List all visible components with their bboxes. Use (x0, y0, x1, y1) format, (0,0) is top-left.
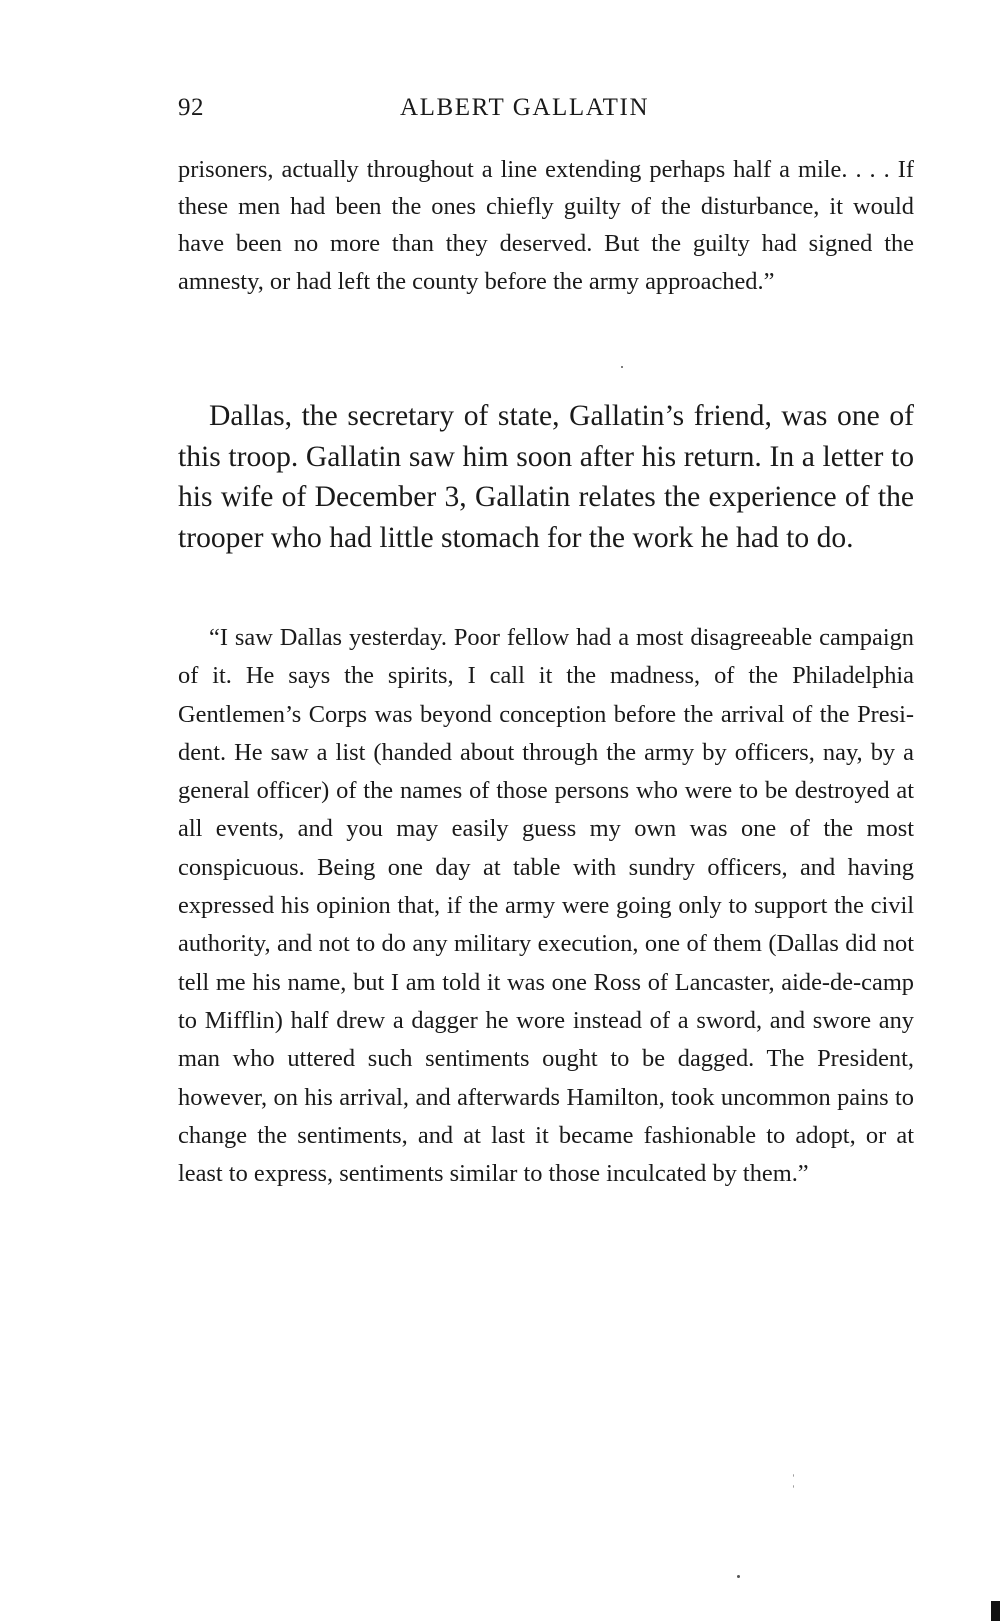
quote-continuation-paragraph: prisoners, actually throughout a line extending perhaps half a mile. . . . If these men had been the ones chiefly guilty of the disturbance, it would have been no more than they deserved. But the guilty had signed the amnesty, or had left the county before the army approached.” (178, 156, 914, 295)
page-header (178, 94, 918, 130)
scan-speck (793, 1485, 794, 1488)
page-number: 92 (178, 94, 204, 121)
letter-quote-paragraph: “I saw Dallas yesterday. Poor fellow had a most disagreeable campaign of it. He says the spirits, I call it the madness, of the Philadelphia Gentlemen’s Corps was beyond conception before the arrival of the President. He saw a list (handed about through the army by officers, nay, by a general officer) of the names of those persons who were to be destroyed at all events, and you may easily guess my own was one of the most conspicuous. Being one day at table with sundry officers, and having expressed his opinion that, if the army were going only to support the civil authority, and not to do any military execution, one of them (Dallas did not tell me his name, but I am told it was one Ross of Lancaster, aide-de-camp to Mifflin) half drew a dagger he wore instead of a sword, and swore any man who uttered such sentiments ought to be dagged. The President, however, on his arrival, and afterwards Hamilton, took uncommon pains to change the sentiments, and at last it became fashionable to adopt, or at least to express, sentiments similar to those inculcated by them.” (178, 624, 914, 1188)
scan-edge-mark (991, 1601, 1000, 1621)
narrative-block (178, 396, 914, 558)
scan-speck (621, 366, 623, 368)
running-title: ALBERT GALLATIN (400, 94, 650, 121)
narrative-paragraph: Dallas, the secretary of state, Gallatin’s friend, was one of this troop. Gallatin saw him soon after his return. In a letter to his wife of December 3, Gallatin relates the experience of the trooper who had little stomach for the work he had to do. (178, 400, 914, 554)
scan-speck (737, 1575, 740, 1578)
quote-continuation (178, 151, 914, 300)
scan-speck (793, 1474, 794, 1477)
letter-quote (178, 619, 914, 1193)
